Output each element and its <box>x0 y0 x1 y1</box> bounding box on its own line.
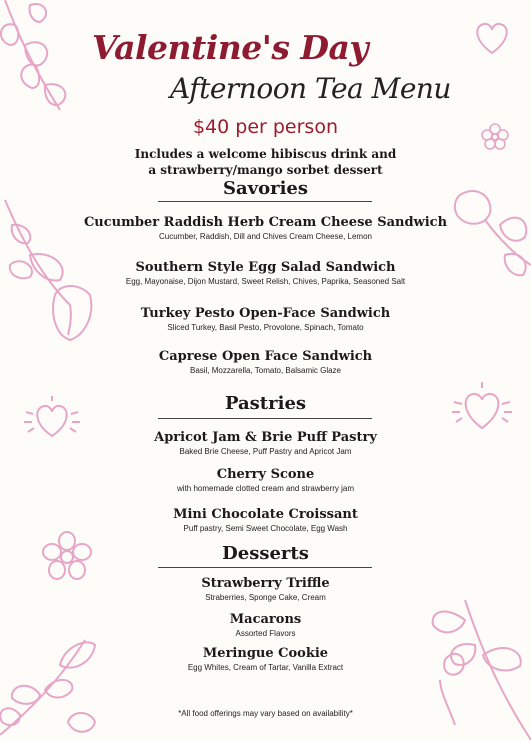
item-name: Strawberry Triffle <box>201 576 330 591</box>
item-name: Southern Style Egg Salad Sandwich <box>135 260 396 275</box>
item-description: Straberries, Sponge Cake, Cream <box>205 593 326 602</box>
item-name: Cucumber Raddish Herb Cream Cheese Sandwich <box>83 215 448 230</box>
heart-icon <box>472 18 512 58</box>
menu-item <box>0 611 531 640</box>
item-description: Sliced Turkey, Basil Pesto, Provolone, Spinach, Tomato <box>167 323 364 332</box>
menu-subtitle: Afternoon Tea Menu <box>170 72 451 105</box>
menu-item <box>0 259 531 288</box>
item-description: with homemade clotted cream and strawberry jam <box>177 484 354 493</box>
item-name: Caprese Open Face Sandwich <box>158 349 373 364</box>
section-divider <box>158 201 372 202</box>
section-title-desserts: Desserts <box>222 543 309 564</box>
item-description: Puff pastry, Semi Sweet Chocolate, Egg Wash <box>183 524 348 533</box>
leaf-branch-icon <box>0 0 80 120</box>
section-title-pastries: Pastries <box>224 393 307 414</box>
menu-item <box>0 506 531 535</box>
menu-item <box>0 305 531 334</box>
availability-footnote: *All food offerings may vary based on availability* <box>178 709 353 718</box>
section-divider <box>158 567 372 568</box>
item-description: Assorted Flavors <box>235 629 296 638</box>
menu-item <box>0 466 531 495</box>
item-name: Macarons <box>229 612 302 627</box>
item-description: Basil, Mozzarella, Tomato, Balsamic Glaze <box>189 366 342 375</box>
price: $40 per person <box>192 116 339 138</box>
menu-item <box>0 645 531 674</box>
menu-item <box>0 429 531 458</box>
section-title-savories: Savories <box>222 178 309 199</box>
item-name: Cherry Scone <box>216 467 315 482</box>
item-name: Apricot Jam & Brie Puff Pastry <box>154 430 377 445</box>
item-description: Baked Brie Cheese, Puff Pastry and Apricot Jam <box>179 447 352 456</box>
item-description: Egg, Mayonaise, Dijon Mustard, Sweet Relish, Chives, Paprika, Seasoned Salt <box>125 277 406 286</box>
item-name: Turkey Pesto Open-Face Sandwich <box>140 306 391 321</box>
intro-text <box>0 146 531 178</box>
item-name: Meringue Cookie <box>202 646 329 661</box>
menu-item <box>0 575 531 604</box>
item-description: Cucumber, Raddish, Dill and Chives Cream Cheese, Lemon <box>159 232 372 241</box>
item-name: Mini Chocolate Croissant <box>173 507 358 522</box>
menu-item <box>0 348 531 377</box>
menu-item <box>0 214 531 243</box>
menu-title: Valentine's Day <box>92 28 369 67</box>
intro-line: a strawberry/mango sorbet dessert <box>148 163 383 177</box>
item-description: Egg Whites, Cream of Tartar, Vanilla Extract <box>187 663 344 672</box>
section-divider <box>158 418 372 419</box>
intro-line: Includes a welcome hibiscus drink and <box>134 147 397 161</box>
